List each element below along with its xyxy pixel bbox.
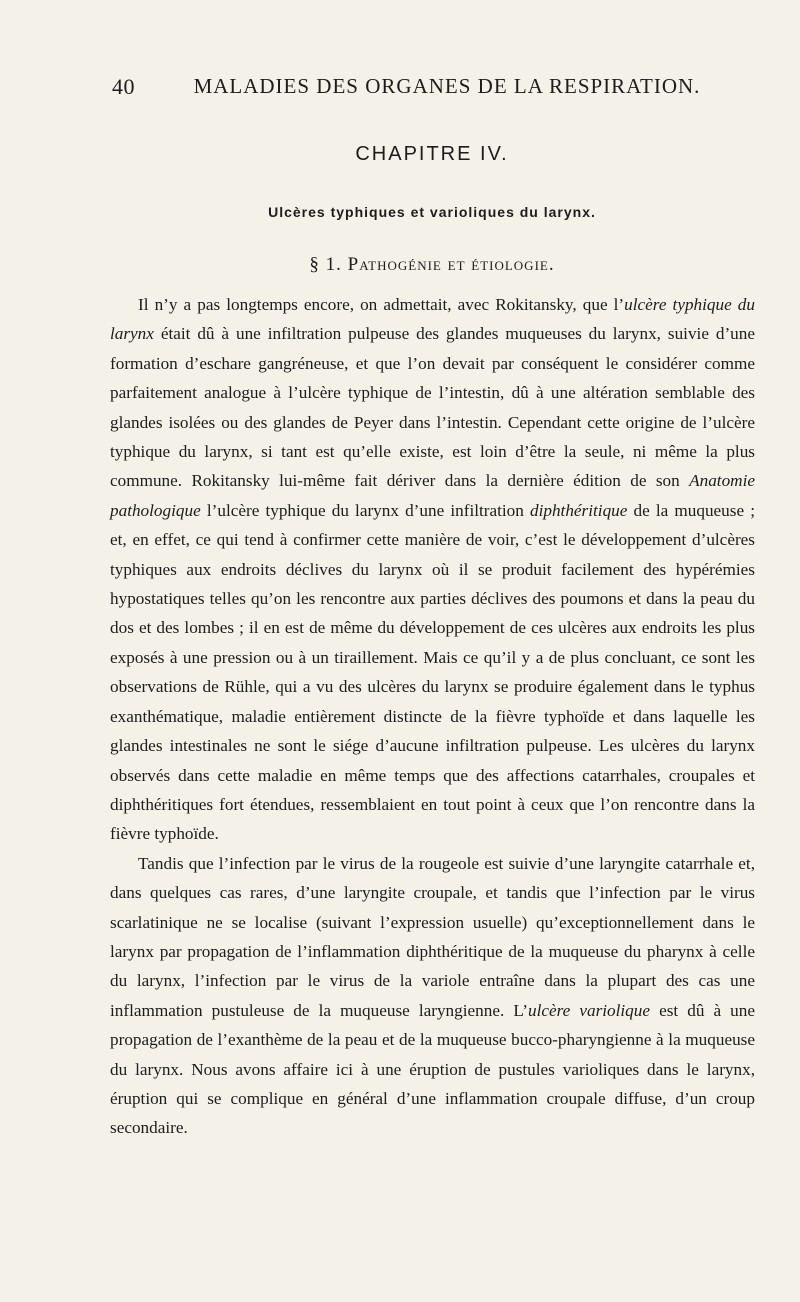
italic-run: diphthéritique — [530, 500, 628, 520]
italic-run: ulcère typhique du larynx — [110, 295, 755, 344]
italic-run: Anatomie pathologique — [110, 471, 755, 520]
text-run: l’ulcère typhique du larynx d’une infiltration — [200, 500, 530, 520]
running-head-title: MALADIES DES ORGANES DE LA RESPIRATION. — [193, 74, 701, 98]
italic-run: ulcère variolique — [527, 1000, 650, 1020]
chapter-title: CHAPITRE IV. — [355, 143, 509, 165]
paragraph — [110, 290, 755, 849]
section-title: Pathogénie et étiologie. — [347, 254, 555, 275]
paragraph — [110, 849, 755, 1143]
text-run: était dû à une infiltration pulpeuse des glandes muqueuses du larynx, suivie d’une formation d’eschare gangréneuse, et que l’on devait par conséquent le considérer comme parfaitement analogue à l’ulcère typhique de l’intestin, dû à une altération semblable des glandes isolées ou des glandes de Peyer dans l’intestin. Cependant cette origine de l’ulcère typhique du larynx, si tant est qu’elle existe, est loin d’être la seule, ni même la plus commune. Rokitansky lui-même fait dériver dans la dernière édition de son — [110, 324, 755, 491]
chapter-subtitle: Ulcères typhiques et varioliques du larynx. — [268, 204, 596, 220]
text-run: Tandis que l’infection par le virus de la rougeole est suivie d’une laryngite catarrhale et, dans quelques cas rares, d’une laryngite croupale, et tandis que l’infection par le virus scarlatinique ne se localise (suivant l’expression usuelle) qu’exceptionnellement dans le larynx par propagation de l’inflammation diphthéritique de la muqueuse du pharynx à celle du larynx, l’infection par le virus de la variole entraîne dans la plupart des cas une inflammation pustuleuse de la muqueuse laryngienne. L’ — [110, 853, 755, 1020]
section-number: § 1. — [309, 254, 342, 275]
text-run: Il n’y a pas longtemps encore, on admettait, avec Rokitansky, que l’ — [138, 295, 625, 314]
text-run: de la muqueuse ; et, en effet, ce qui tend à confirmer cette manière de voir, c’est le développement d’ulcères typhiques aux endroits déclives du larynx où il se produit facilement des hypérémies hypostatiques telles qu’on les rencontre aux parties déclives des poumons et dans la peau du dos et des lombes ; il en est de même du développement de ces ulcères aux endroits les plus exposés à une pression ou à un tiraillement. Mais ce qu’il y a de plus concluant, ce sont les observations de Rühle, qui a vu des ulcères du larynx se produire également dans le typhus exanthématique, maladie entièrement distincte de la fièvre typhoïde et dans laquelle les glandes intestinales ne sont le siége d’aucune infiltration pulpeuse. Les ulcères du larynx observés dans cette maladie en même temps que des affections catarrhales, croupales et diphthéritiques fort étendues, ressemblaient en tout point à ceux que l’on rencontre dans la fièvre typhoïde. — [110, 500, 755, 844]
section-heading — [112, 254, 752, 276]
text-run: est dû à une propagation de l’exanthème de la peau et de la muqueuse bucco-pharyngienne à la muqueuse du larynx. Nous avons affaire ici à une éruption de pustules varioliques dans le larynx, éruption qui se complique en général d’une inflammation croupale diffuse, d’un croup secondaire. — [110, 1000, 756, 1138]
body-text — [110, 290, 755, 1143]
running-head — [112, 74, 752, 104]
page-number: 40 — [112, 74, 135, 99]
